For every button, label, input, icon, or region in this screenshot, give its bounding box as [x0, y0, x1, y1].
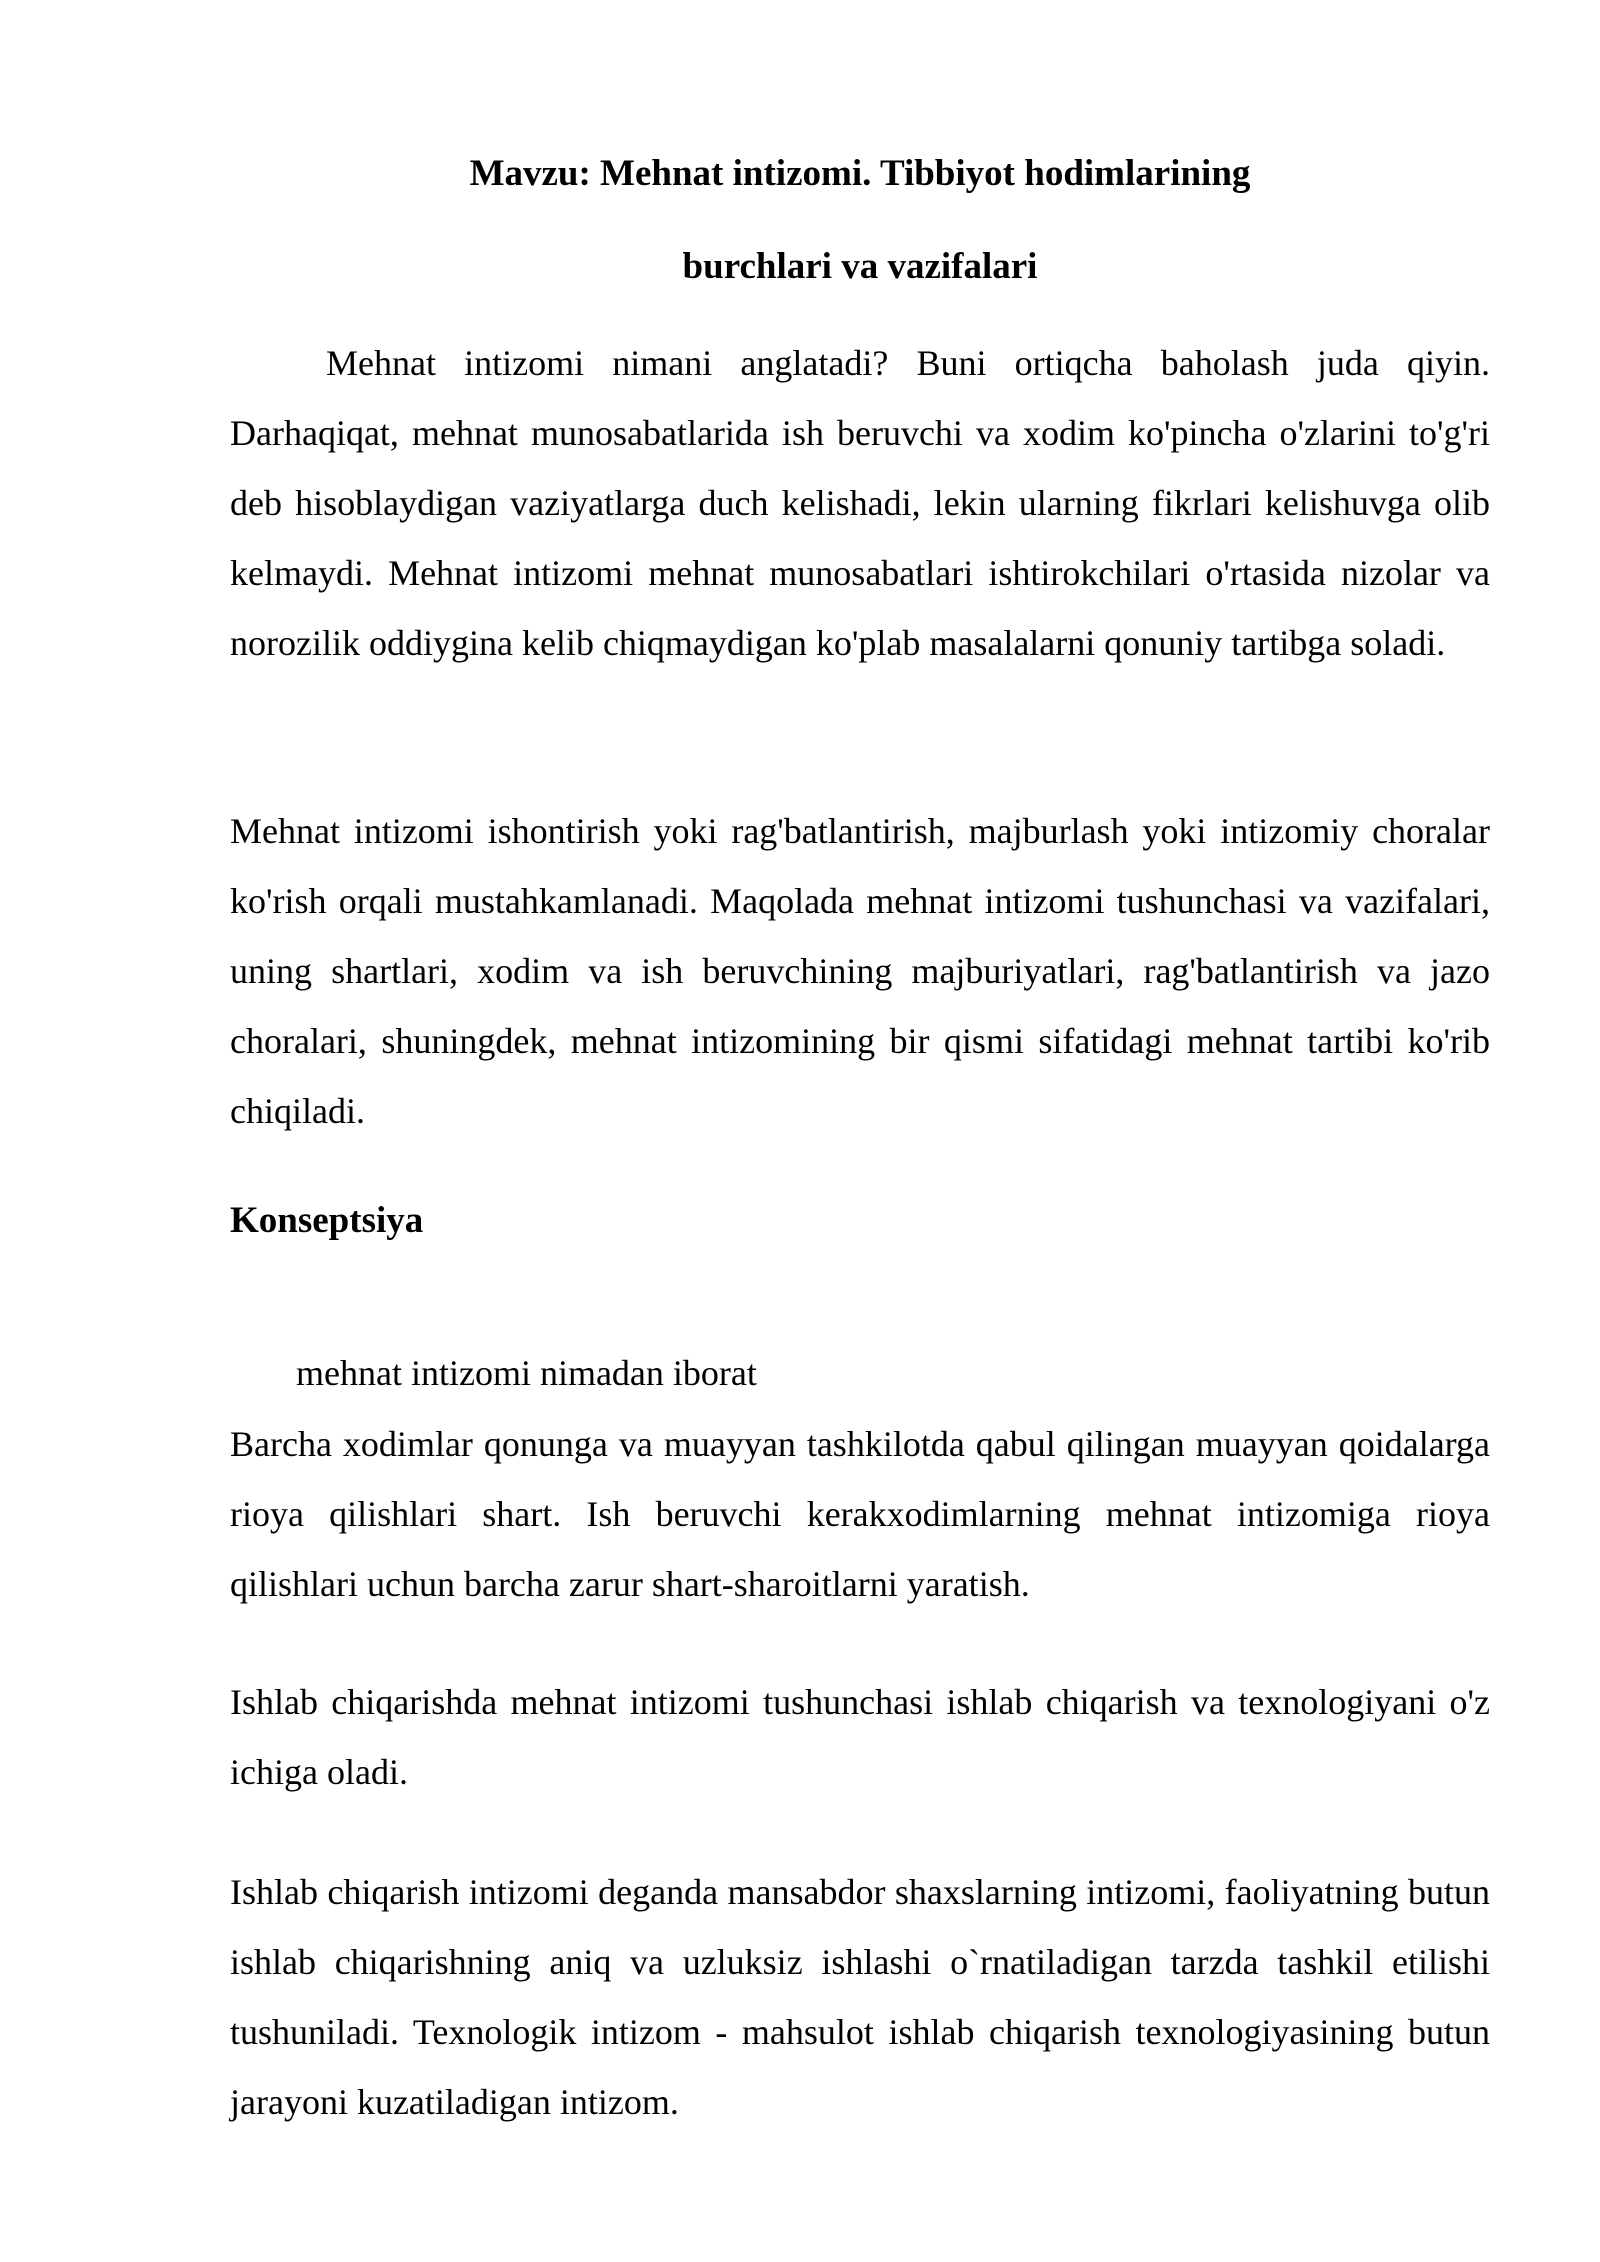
section-heading-konseptsiya: Konseptsiya — [230, 1200, 424, 1241]
paragraph-strengthening: Mehnat intizomi ishontirish yoki rag'batlantirish, majburlash yoki intizomiy choralar ko'rish orqali mustahkamlanadi. Maqolada mehnat intizomi tushunchasi va vazifalari, uning shartlari, xodim va ish beruvchining majburiyatlari, rag'batlantirish va jazo choralari, shuningdek, mehnat intizomining bir qismi sifatidagi mehnat tartibi ko'rib chiqiladi. — [230, 811, 1490, 1131]
paragraph-technological-discipline: Ishlab chiqarish intizomi deganda mansabdor shaxslarning intizomi, faoliyatning butun ishlab chiqarishning aniq va uzluksiz ishlashi o`rnatiladigan tarzda tashkil etilishi tushuniladi. Texnologik intizom - mahsulot ishlab chiqarish texnologiyasining butun jarayoni kuzatiladigan intizom. — [230, 1872, 1490, 2122]
paragraph-intro: Mehnat intizomi nimani anglatadi? Buni ortiqcha baholash juda qiyin. Darhaqiqat, mehnat munosabatlarida ish beruvchi va xodim ko'pincha o'zlarini to'g'ri deb hisoblaydigan vaziyatlarga duch kelishadi, lekin ularning fikrlari kelishuvga olib kelmaydi. Mehnat intizomi mehnat munosabatlari ishtirokchilari o'rtasida nizolar va norozilik oddiygina kelib chiqmaydigan ko'plab masalalarni qonuniy tartibga soladi. — [230, 343, 1490, 663]
document-title-line-1: Mavzu: Mehnat intizomi. Tibbiyot hodimlarining — [469, 153, 1251, 194]
paragraph-production: Ishlab chiqarishda mehnat intizomi tushunchasi ishlab chiqarish va texnologiyani o'z ichiga oladi. — [230, 1682, 1490, 1792]
paragraph-rules: Barcha xodimlar qonunga va muayyan tashkilotda qabul qilingan muayyan qoidalarga rioya qilishlari shart. Ish beruvchi kerakxodimlarning mehnat intizomiga rioya qilishlari uchun barcha zarur shart-sharoitlarni yaratish. — [230, 1424, 1490, 1604]
paragraph-lead-line: mehnat intizomi nimadan iborat — [296, 1353, 757, 1393]
document-title-line-2: burchlari va vazifalari — [682, 246, 1038, 287]
